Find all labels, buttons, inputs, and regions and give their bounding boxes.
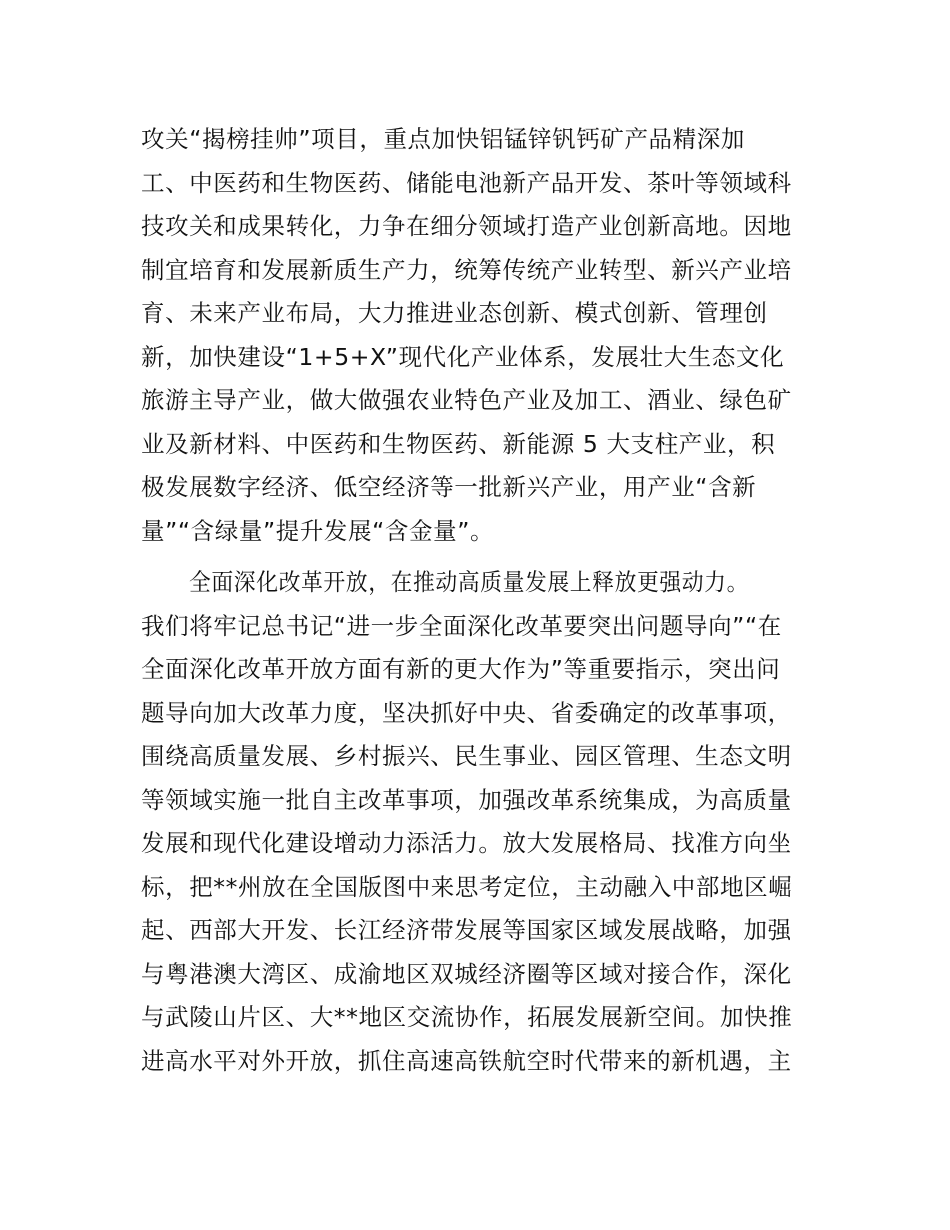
text-line: 等领域实施一批自主改革事项，加强改革系统集成，为高质量 [141,786,792,814]
text-line: 与粤港澳大湾区、成渝地区双城经济圈等区域对接合作，深化 [141,960,792,988]
text-line: 工、中医药和生物医药、储能电池新产品开发、茶叶等领域科 [141,169,792,197]
text-line: 题导向加大改革力度，坚决抓好中央、省委确定的改革事项， [141,699,792,727]
text-line: 业及新材料、中医药和生物医药、新能源 5 大支柱产业，积 [141,430,776,458]
text-line: 旅游主导产业，做大做强农业特色产业及加工、酒业、绿色矿 [141,386,792,414]
text-line: 进高水平对外开放，抓住高速高铁航空时代带来的新机遇，主 [141,1047,792,1075]
text-line: 技攻关和成果转化，力争在细分领域打造产业创新高地。因地 [141,212,792,240]
text-line: 攻关“揭榜挂帅”项目，重点加快铝锰锌钒钙矿产品精深加 [141,125,745,153]
text-line: 我们将牢记总书记“进一步全面深化改革要突出问题导向”“在 [141,612,782,640]
text-line: 全面深化改革开放方面有新的更大作为”等重要指示，突出问 [141,655,781,683]
text-line: 制宜培育和发展新质生产力，统筹传统产业转型、新兴产业培 [141,256,792,284]
text-line: 起、西部大开发、长江经济带发展等国家区域发展战略，加强 [141,916,792,944]
text-line: 发展和现代化建设增动力添活力。放大发展格局、找准方向坐 [141,829,792,857]
text-line: 极发展数字经济、低空经济等一批新兴产业，用产业“含新 [141,473,757,501]
text-line: 标，把**州放在全国版图中来思考定位，主动融入中部地区崛 [141,873,793,901]
text-line: 围绕高质量发展、乡村振兴、民生事业、园区管理、生态文明 [141,742,792,770]
text-line: 与武陵山片区、大**地区交流协作，拓展发展新空间。加快推 [141,1003,793,1031]
text-line: 全面深化改革开放，在推动高质量发展上释放更强动力。 [189,568,749,596]
text-line: 育、未来产业布局，大力推进业态创新、模式创新、管理创 [141,299,768,327]
text-line: 量”“含绿量”提升发展“含金量”。 [141,517,495,545]
text-line: 新，加快建设“1+5+X”现代化产业体系，发展壮大生态文化 [141,343,785,371]
